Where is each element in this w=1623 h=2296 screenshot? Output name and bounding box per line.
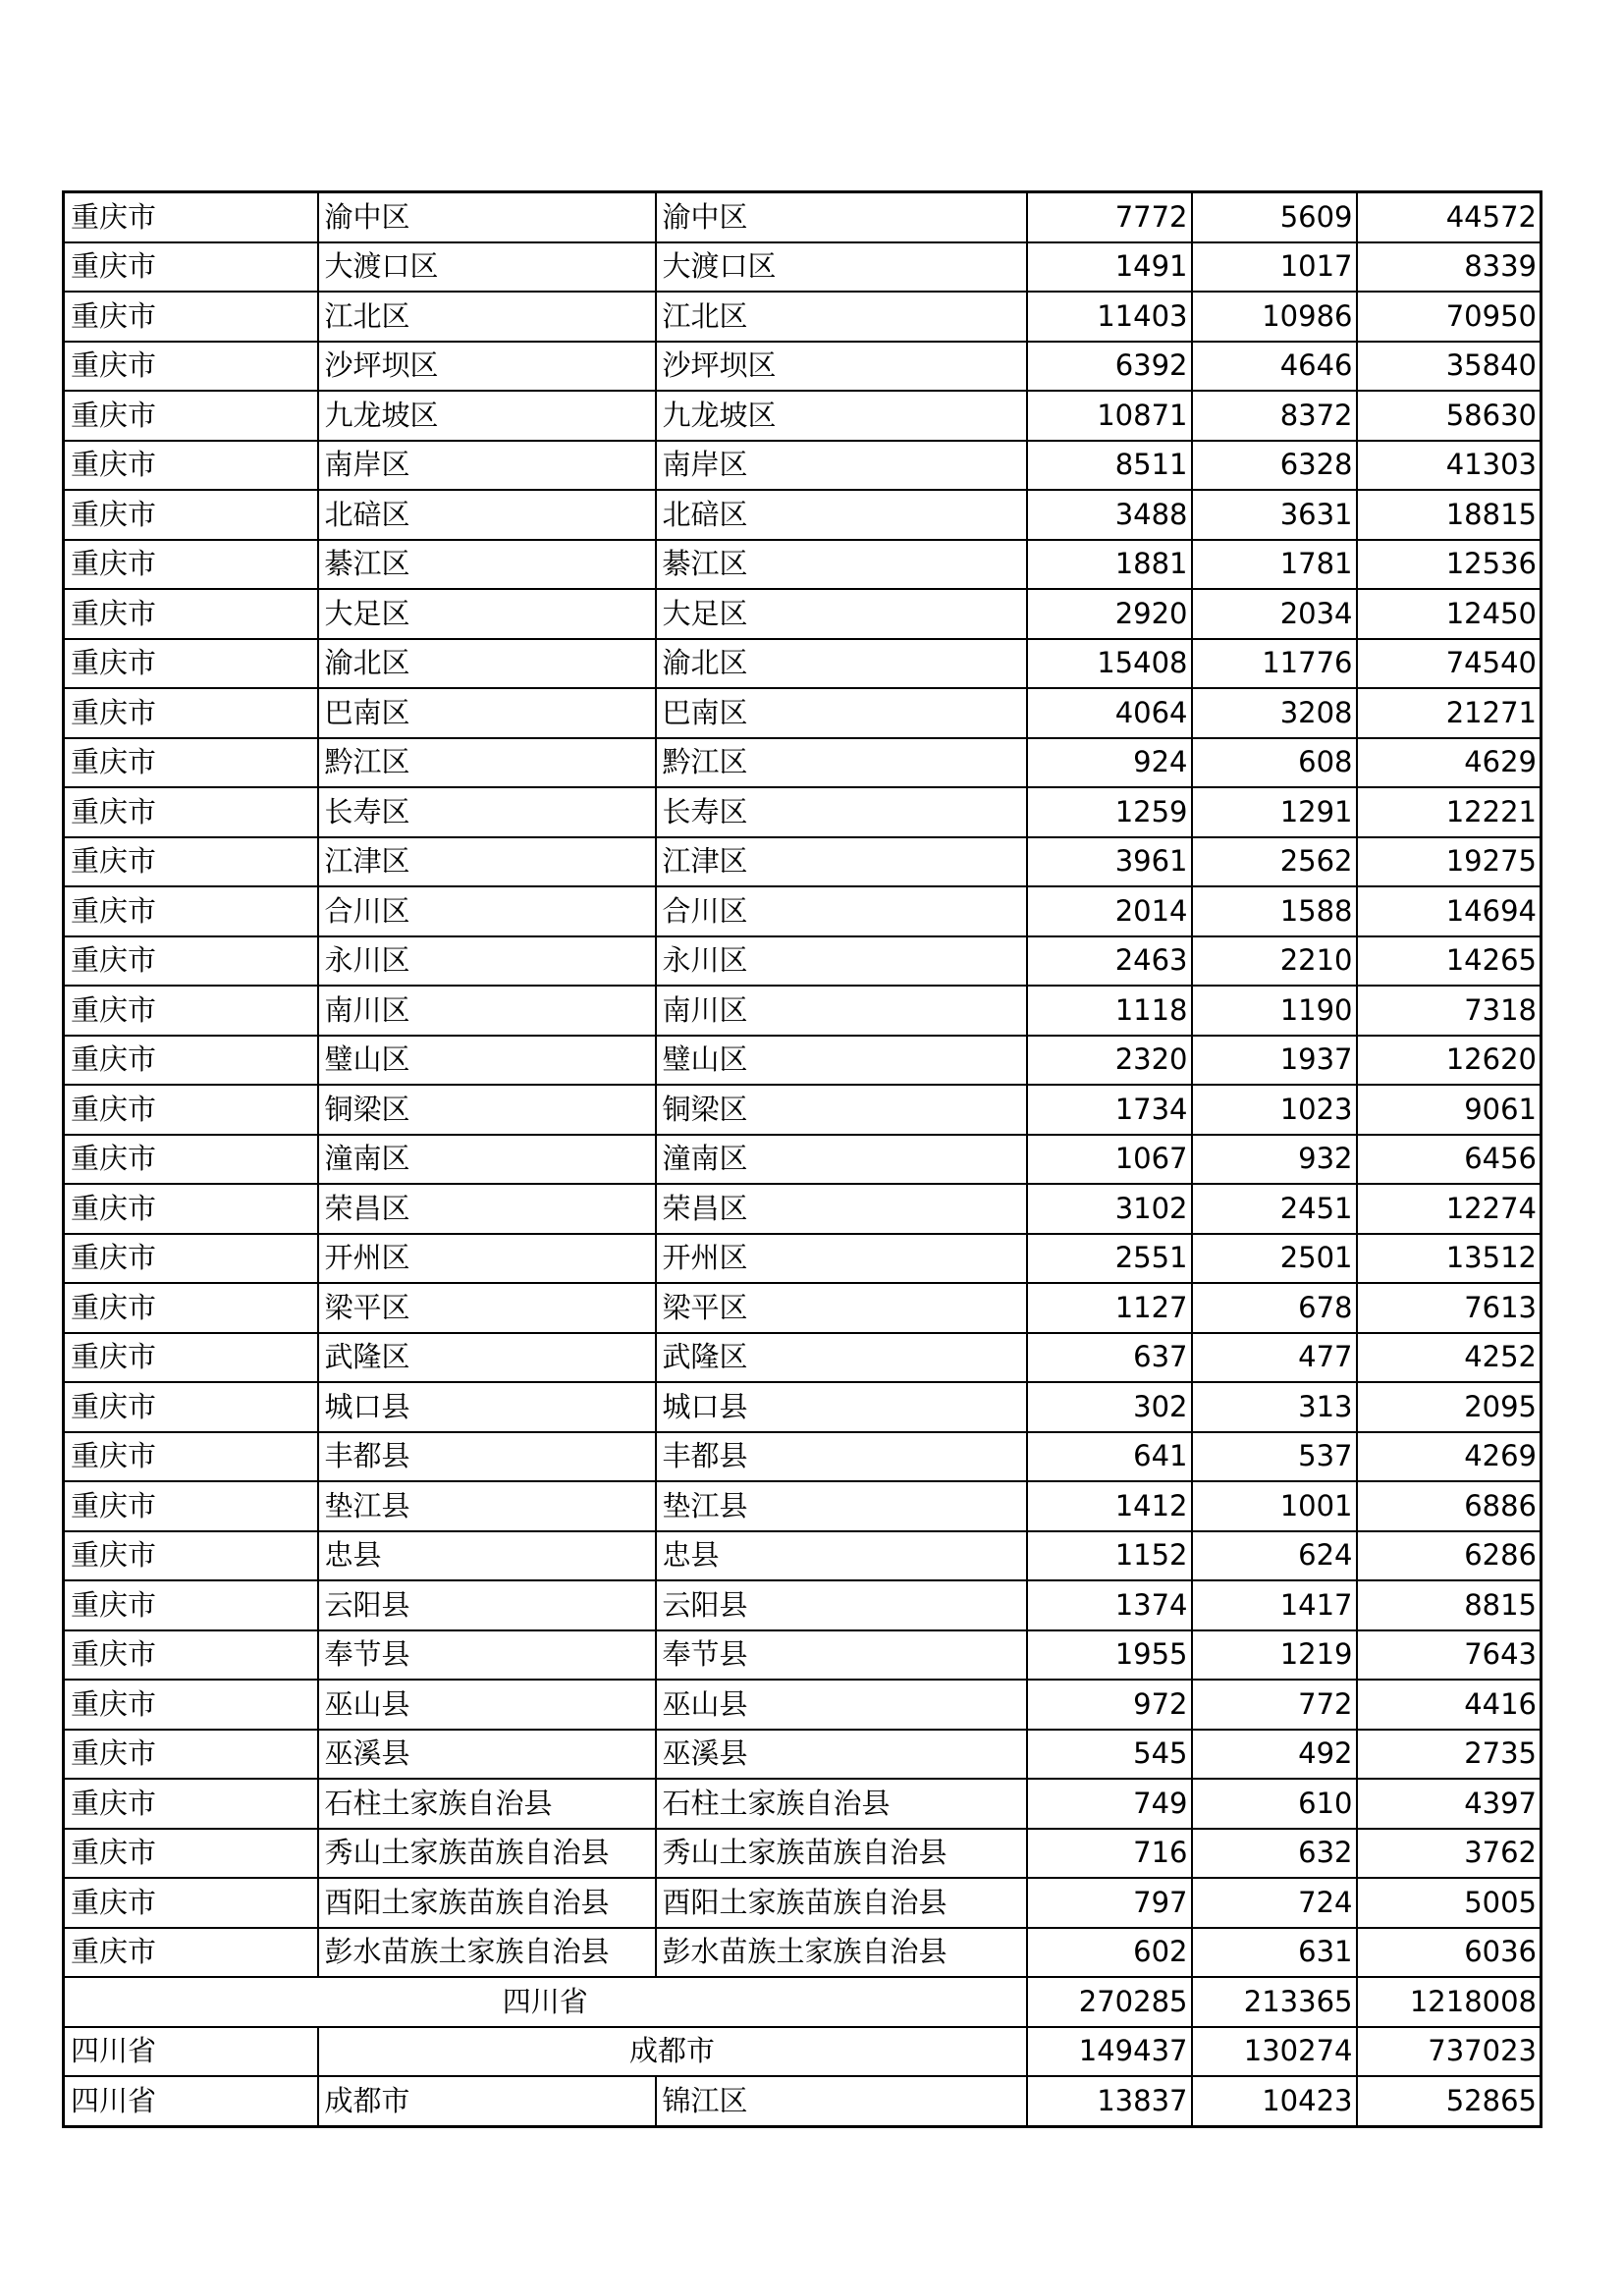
cell-city: 永川区: [318, 936, 656, 987]
table-row: [64, 1779, 1542, 1829]
cell-province: 重庆市: [64, 1928, 318, 1978]
cell-district: 大足区: [656, 589, 1027, 639]
province-value-2: 213365: [1192, 1977, 1357, 2027]
city-total-province: 四川省: [64, 2027, 318, 2077]
cell-value-3: 21271: [1357, 688, 1542, 738]
city-value-2: 130274: [1192, 2027, 1357, 2077]
cell-value-2: 724: [1192, 1878, 1357, 1928]
cell-district: 巫山县: [656, 1680, 1027, 1730]
cell-district: 江津区: [656, 837, 1027, 887]
cell-province: 重庆市: [64, 886, 318, 936]
cell-province: 重庆市: [64, 1382, 318, 1432]
cell-value-2: 3631: [1192, 490, 1357, 540]
cell-district: 沙坪坝区: [656, 342, 1027, 392]
cell-value-1: 602: [1027, 1928, 1192, 1978]
table-row: [64, 441, 1542, 491]
cell-value-3: 4629: [1357, 738, 1542, 788]
cell-province: 重庆市: [64, 292, 318, 342]
cell-province: 重庆市: [64, 787, 318, 837]
cell-province: 重庆市: [64, 192, 318, 242]
cell-city: 南川区: [318, 986, 656, 1036]
cell-value-2: 610: [1192, 1779, 1357, 1829]
cell-province: 重庆市: [64, 391, 318, 441]
table-row: [64, 1928, 1542, 1978]
cell-value-3: 4416: [1357, 1680, 1542, 1730]
cell-district: 黔江区: [656, 738, 1027, 788]
cell-value-2: 477: [1192, 1333, 1357, 1383]
cell-value-2: 1017: [1192, 242, 1357, 293]
cell-city: 秀山土家族苗族自治县: [318, 1829, 656, 1879]
cell-value-3: 74540: [1357, 639, 1542, 689]
cell-province: 重庆市: [64, 1730, 318, 1780]
cell-city: 大足区: [318, 589, 656, 639]
cell-value-3: 44572: [1357, 192, 1542, 242]
table-row: [64, 936, 1542, 987]
cell-value-3: 58630: [1357, 391, 1542, 441]
cell-value-3: 7643: [1357, 1630, 1542, 1681]
province-value-1: 270285: [1027, 1977, 1192, 2027]
cell-value-2: 1190: [1192, 986, 1357, 1036]
cell-value-3: 35840: [1357, 342, 1542, 392]
cell-district: 长寿区: [656, 787, 1027, 837]
city-total-row: [64, 2027, 1542, 2077]
cell-value-1: 6392: [1027, 342, 1192, 392]
cell-value-2: 2451: [1192, 1184, 1357, 1234]
cell-city: 铜梁区: [318, 1085, 656, 1135]
table-row: [64, 1184, 1542, 1234]
cell-value-3: 6286: [1357, 1531, 1542, 1581]
cell-value-1: 972: [1027, 1680, 1192, 1730]
cell-value-1: 3488: [1027, 490, 1192, 540]
data-table: [62, 190, 1542, 2128]
table-row: [64, 787, 1542, 837]
cell-province: 重庆市: [64, 342, 318, 392]
cell-district: 忠县: [656, 1531, 1027, 1581]
table-row: [64, 886, 1542, 936]
cell-value-1: 2920: [1027, 589, 1192, 639]
cell-value-1: 1412: [1027, 1481, 1192, 1531]
cell-value-2: 2210: [1192, 936, 1357, 987]
cell-district: 南岸区: [656, 441, 1027, 491]
table-row: [64, 1085, 1542, 1135]
cell-value-1: 924: [1027, 738, 1192, 788]
cell-value-1: 1374: [1027, 1580, 1192, 1630]
cell-district: 荣昌区: [656, 1184, 1027, 1234]
cell-province: 重庆市: [64, 1580, 318, 1630]
cell-province: 重庆市: [64, 639, 318, 689]
cell-city: 璧山区: [318, 1036, 656, 1086]
table-row: [64, 1680, 1542, 1730]
cell-district: 永川区: [656, 936, 1027, 987]
cell-value-1: 15408: [1027, 639, 1192, 689]
table-row: [64, 1580, 1542, 1630]
cell-city: 巴南区: [318, 688, 656, 738]
cell-city: 綦江区: [318, 540, 656, 590]
table-row: [64, 639, 1542, 689]
cell-value-2: 678: [1192, 1283, 1357, 1333]
cell-province: 重庆市: [64, 1135, 318, 1185]
cell-district: 九龙坡区: [656, 391, 1027, 441]
cell-province: 重庆市: [64, 738, 318, 788]
cell-province: 重庆市: [64, 1779, 318, 1829]
cell-district: 秀山土家族苗族自治县: [656, 1829, 1027, 1879]
cell-district: 大渡口区: [656, 242, 1027, 293]
cell-province: 重庆市: [64, 1333, 318, 1383]
cell-city: 开州区: [318, 1234, 656, 1284]
table-row: [64, 1036, 1542, 1086]
cell-city: 梁平区: [318, 1283, 656, 1333]
cell-district: 城口县: [656, 1382, 1027, 1432]
cell-value-3: 19275: [1357, 837, 1542, 887]
cell-value-3: 13512: [1357, 1234, 1542, 1284]
cell-value-1: 302: [1027, 1382, 1192, 1432]
table-row: [64, 1730, 1542, 1780]
cell-value-1: 545: [1027, 1730, 1192, 1780]
cell-province: 重庆市: [64, 1283, 318, 1333]
cell-city: 巫山县: [318, 1680, 656, 1730]
cell-province: 重庆市: [64, 1531, 318, 1581]
cell-value-2: 10423: [1192, 2076, 1357, 2126]
cell-value-2: 1417: [1192, 1580, 1357, 1630]
cell-value-1: 637: [1027, 1333, 1192, 1383]
table-row: [64, 391, 1542, 441]
cell-district: 铜梁区: [656, 1085, 1027, 1135]
cell-value-1: 1127: [1027, 1283, 1192, 1333]
cell-value-2: 537: [1192, 1432, 1357, 1482]
cell-district: 璧山区: [656, 1036, 1027, 1086]
cell-value-1: 3102: [1027, 1184, 1192, 1234]
cell-district: 石柱土家族自治县: [656, 1779, 1027, 1829]
cell-value-3: 18815: [1357, 490, 1542, 540]
table-row: [64, 1432, 1542, 1482]
cell-value-1: 716: [1027, 1829, 1192, 1879]
table-row: [64, 342, 1542, 392]
city-value-3: 737023: [1357, 2027, 1542, 2077]
cell-value-3: 4397: [1357, 1779, 1542, 1829]
cell-value-2: 1023: [1192, 1085, 1357, 1135]
cell-value-3: 14265: [1357, 936, 1542, 987]
cell-province: 重庆市: [64, 1036, 318, 1086]
table-row: [64, 242, 1542, 293]
cell-city: 成都市: [318, 2076, 656, 2126]
cell-value-2: 608: [1192, 738, 1357, 788]
table-row: [64, 1829, 1542, 1879]
cell-value-2: 624: [1192, 1531, 1357, 1581]
table-row: [64, 1234, 1542, 1284]
cell-value-3: 12536: [1357, 540, 1542, 590]
cell-value-1: 7772: [1027, 192, 1192, 242]
cell-province: 重庆市: [64, 1680, 318, 1730]
cell-value-1: 2320: [1027, 1036, 1192, 1086]
cell-district: 巫溪县: [656, 1730, 1027, 1780]
cell-district: 彭水苗族土家族自治县: [656, 1928, 1027, 1978]
cell-value-1: 8511: [1027, 441, 1192, 491]
cell-value-2: 2034: [1192, 589, 1357, 639]
cell-value-3: 6456: [1357, 1135, 1542, 1185]
cell-city: 大渡口区: [318, 242, 656, 293]
cell-value-1: 641: [1027, 1432, 1192, 1482]
table-row: [64, 292, 1542, 342]
cell-city: 长寿区: [318, 787, 656, 837]
cell-value-1: 749: [1027, 1779, 1192, 1829]
cell-value-3: 9061: [1357, 1085, 1542, 1135]
cell-city: 垫江县: [318, 1481, 656, 1531]
cell-value-1: 1152: [1027, 1531, 1192, 1581]
table-row: [64, 1333, 1542, 1383]
cell-value-1: 10871: [1027, 391, 1192, 441]
cell-value-1: 1734: [1027, 1085, 1192, 1135]
cell-value-3: 8339: [1357, 242, 1542, 293]
cell-city: 九龙坡区: [318, 391, 656, 441]
cell-value-3: 7318: [1357, 986, 1542, 1036]
cell-province: 重庆市: [64, 1234, 318, 1284]
cell-value-1: 1955: [1027, 1630, 1192, 1681]
cell-value-3: 12274: [1357, 1184, 1542, 1234]
table-row: [64, 1481, 1542, 1531]
cell-value-2: 6328: [1192, 441, 1357, 491]
cell-value-1: 13837: [1027, 2076, 1192, 2126]
table-row: [64, 540, 1542, 590]
cell-province: 重庆市: [64, 1630, 318, 1681]
cell-city: 合川区: [318, 886, 656, 936]
cell-district: 奉节县: [656, 1630, 1027, 1681]
city-total-name: 成都市: [318, 2027, 1027, 2077]
cell-province: 四川省: [64, 2076, 318, 2126]
cell-city: 城口县: [318, 1382, 656, 1432]
cell-value-3: 12221: [1357, 787, 1542, 837]
cell-district: 渝北区: [656, 639, 1027, 689]
cell-district: 巴南区: [656, 688, 1027, 738]
cell-district: 南川区: [656, 986, 1027, 1036]
cell-province: 重庆市: [64, 589, 318, 639]
cell-value-1: 3961: [1027, 837, 1192, 887]
cell-value-2: 4646: [1192, 342, 1357, 392]
cell-city: 渝中区: [318, 192, 656, 242]
cell-value-3: 2735: [1357, 1730, 1542, 1780]
cell-district: 北碚区: [656, 490, 1027, 540]
table-row: [64, 1283, 1542, 1333]
cell-city: 江津区: [318, 837, 656, 887]
cell-value-1: 797: [1027, 1878, 1192, 1928]
cell-city: 黔江区: [318, 738, 656, 788]
cell-value-3: 52865: [1357, 2076, 1542, 2126]
cell-district: 綦江区: [656, 540, 1027, 590]
cell-value-1: 11403: [1027, 292, 1192, 342]
cell-value-2: 492: [1192, 1730, 1357, 1780]
table-row: [64, 192, 1542, 242]
cell-value-1: 2551: [1027, 1234, 1192, 1284]
cell-city: 荣昌区: [318, 1184, 656, 1234]
cell-value-1: 2014: [1027, 886, 1192, 936]
cell-city: 忠县: [318, 1531, 656, 1581]
cell-value-1: 1491: [1027, 242, 1192, 293]
cell-value-2: 1001: [1192, 1481, 1357, 1531]
cell-value-3: 8815: [1357, 1580, 1542, 1630]
cell-district: 开州区: [656, 1234, 1027, 1284]
cell-value-2: 1781: [1192, 540, 1357, 590]
table-row: [64, 986, 1542, 1036]
cell-district: 武隆区: [656, 1333, 1027, 1383]
cell-value-2: 3208: [1192, 688, 1357, 738]
cell-city: 云阳县: [318, 1580, 656, 1630]
cell-district: 云阳县: [656, 1580, 1027, 1630]
cell-value-2: 772: [1192, 1680, 1357, 1730]
cell-value-2: 1588: [1192, 886, 1357, 936]
cell-value-3: 12450: [1357, 589, 1542, 639]
cell-value-2: 10986: [1192, 292, 1357, 342]
cell-province: 重庆市: [64, 441, 318, 491]
cell-district: 渝中区: [656, 192, 1027, 242]
cell-value-3: 6036: [1357, 1928, 1542, 1978]
cell-value-3: 14694: [1357, 886, 1542, 936]
cell-province: 重庆市: [64, 242, 318, 293]
table-body: [64, 192, 1542, 2127]
cell-value-3: 41303: [1357, 441, 1542, 491]
cell-value-3: 3762: [1357, 1829, 1542, 1879]
province-total-row: [64, 1977, 1542, 2027]
cell-value-3: 4252: [1357, 1333, 1542, 1383]
cell-value-2: 932: [1192, 1135, 1357, 1185]
cell-value-1: 2463: [1027, 936, 1192, 987]
cell-district: 丰都县: [656, 1432, 1027, 1482]
cell-city: 江北区: [318, 292, 656, 342]
cell-district: 合川区: [656, 886, 1027, 936]
cell-city: 丰都县: [318, 1432, 656, 1482]
cell-city: 奉节县: [318, 1630, 656, 1681]
table-row: [64, 490, 1542, 540]
cell-value-2: 631: [1192, 1928, 1357, 1978]
table-row: [64, 1878, 1542, 1928]
cell-district: 江北区: [656, 292, 1027, 342]
table-row: [64, 2076, 1542, 2126]
cell-province: 重庆市: [64, 540, 318, 590]
cell-province: 重庆市: [64, 1184, 318, 1234]
cell-value-2: 5609: [1192, 192, 1357, 242]
table-row: [64, 1531, 1542, 1581]
table-row: [64, 837, 1542, 887]
city-value-1: 149437: [1027, 2027, 1192, 2077]
cell-city: 渝北区: [318, 639, 656, 689]
cell-value-2: 2562: [1192, 837, 1357, 887]
cell-province: 重庆市: [64, 1829, 318, 1879]
cell-value-2: 11776: [1192, 639, 1357, 689]
table-row: [64, 1382, 1542, 1432]
cell-district: 垫江县: [656, 1481, 1027, 1531]
cell-province: 重庆市: [64, 1432, 318, 1482]
cell-value-1: 1881: [1027, 540, 1192, 590]
table-row: [64, 589, 1542, 639]
cell-city: 酉阳土家族苗族自治县: [318, 1878, 656, 1928]
cell-value-3: 4269: [1357, 1432, 1542, 1482]
cell-value-3: 7613: [1357, 1283, 1542, 1333]
table-row: [64, 688, 1542, 738]
cell-city: 巫溪县: [318, 1730, 656, 1780]
cell-city: 南岸区: [318, 441, 656, 491]
cell-value-2: 2501: [1192, 1234, 1357, 1284]
cell-value-2: 632: [1192, 1829, 1357, 1879]
cell-district: 梁平区: [656, 1283, 1027, 1333]
cell-district: 潼南区: [656, 1135, 1027, 1185]
cell-province: 重庆市: [64, 1481, 318, 1531]
table-row: [64, 1630, 1542, 1681]
cell-province: 重庆市: [64, 986, 318, 1036]
cell-value-2: 8372: [1192, 391, 1357, 441]
cell-value-1: 1118: [1027, 986, 1192, 1036]
province-name: 四川省: [64, 1977, 1027, 2027]
cell-city: 北碚区: [318, 490, 656, 540]
table-row: [64, 738, 1542, 788]
cell-value-3: 2095: [1357, 1382, 1542, 1432]
cell-value-3: 5005: [1357, 1878, 1542, 1928]
cell-province: 重庆市: [64, 688, 318, 738]
cell-value-3: 12620: [1357, 1036, 1542, 1086]
cell-value-1: 1067: [1027, 1135, 1192, 1185]
cell-district: 酉阳土家族苗族自治县: [656, 1878, 1027, 1928]
cell-value-2: 313: [1192, 1382, 1357, 1432]
cell-province: 重庆市: [64, 1085, 318, 1135]
cell-value-1: 4064: [1027, 688, 1192, 738]
table-row: [64, 1135, 1542, 1185]
cell-city: 武隆区: [318, 1333, 656, 1383]
cell-province: 重庆市: [64, 936, 318, 987]
cell-value-3: 70950: [1357, 292, 1542, 342]
cell-value-2: 1219: [1192, 1630, 1357, 1681]
cell-province: 重庆市: [64, 837, 318, 887]
cell-province: 重庆市: [64, 1878, 318, 1928]
cell-value-2: 1291: [1192, 787, 1357, 837]
cell-district: 锦江区: [656, 2076, 1027, 2126]
cell-value-3: 6886: [1357, 1481, 1542, 1531]
cell-city: 石柱土家族自治县: [318, 1779, 656, 1829]
cell-city: 沙坪坝区: [318, 342, 656, 392]
cell-province: 重庆市: [64, 490, 318, 540]
cell-city: 潼南区: [318, 1135, 656, 1185]
cell-city: 彭水苗族土家族自治县: [318, 1928, 656, 1978]
cell-value-2: 1937: [1192, 1036, 1357, 1086]
cell-value-1: 1259: [1027, 787, 1192, 837]
province-value-3: 1218008: [1357, 1977, 1542, 2027]
